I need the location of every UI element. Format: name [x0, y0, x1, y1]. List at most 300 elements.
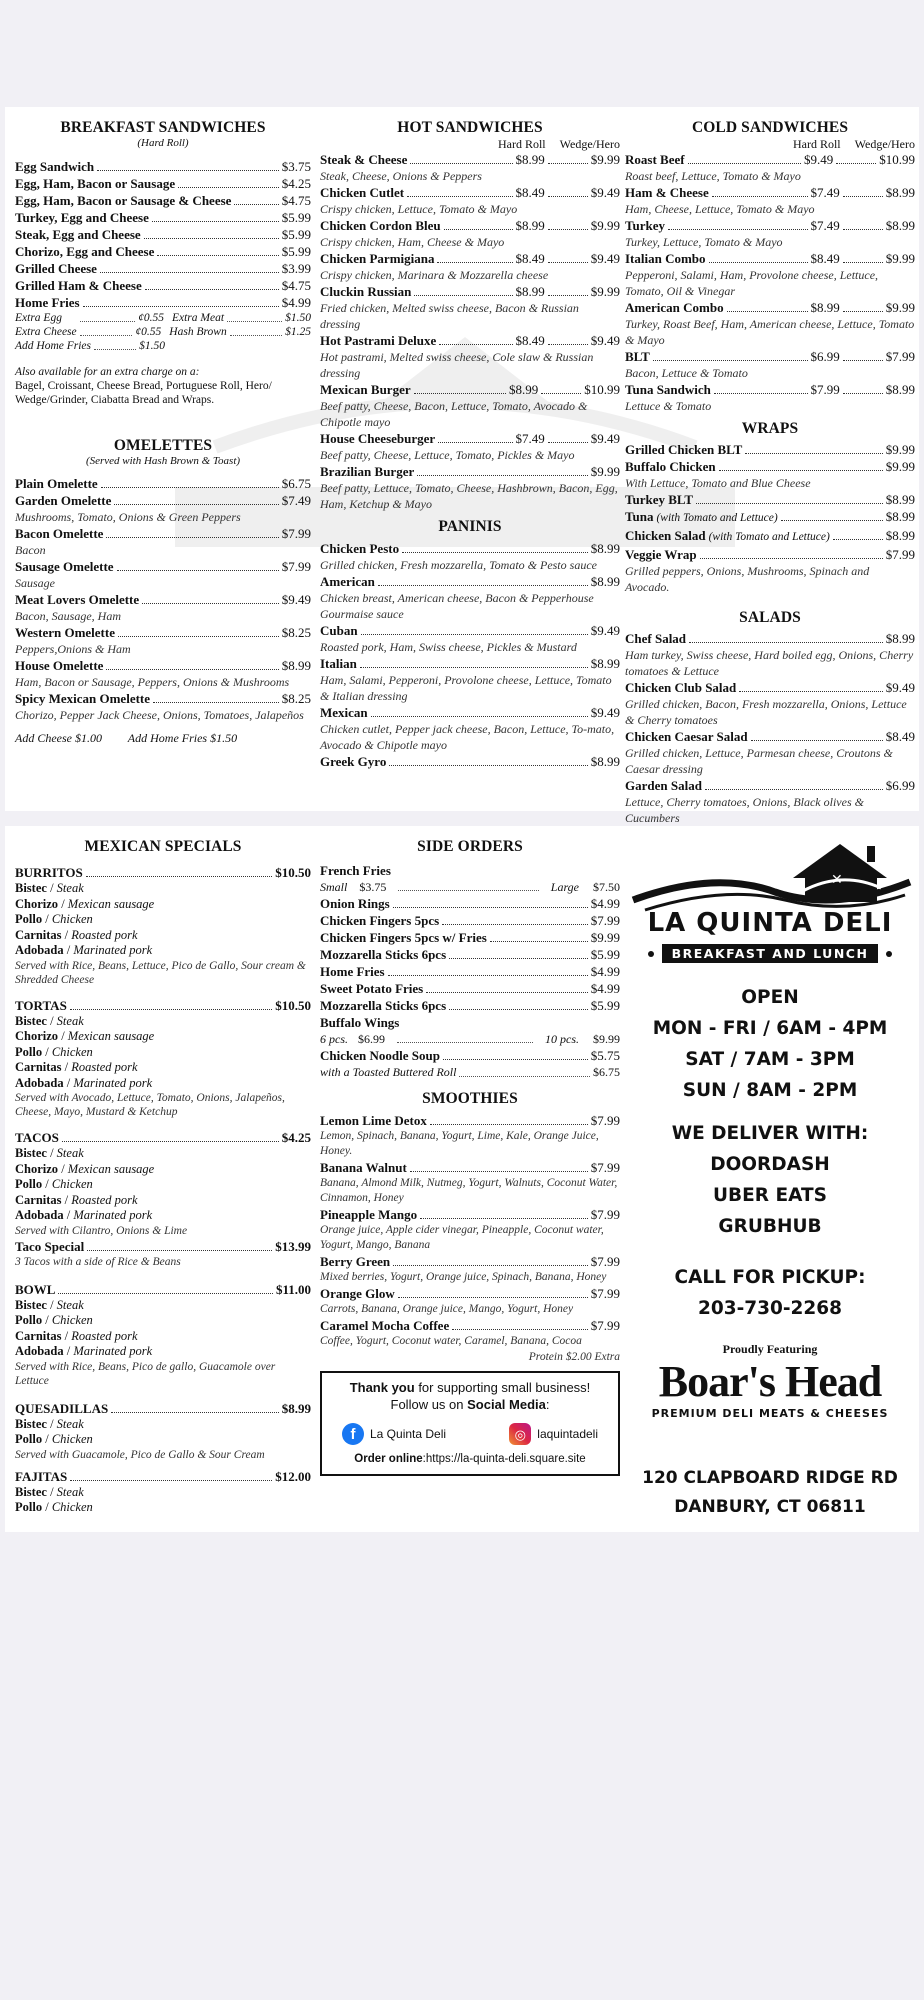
filling-name: Bistec — [15, 1416, 47, 1431]
filling-desc: Roasted pork — [71, 1060, 138, 1074]
smoothies-title: SMOOTHIES — [422, 1090, 518, 1107]
menu-item — [320, 929, 620, 946]
hours-line: SAT / 7AM - 3PM — [685, 1049, 855, 1070]
column-brand-info — [625, 826, 915, 1522]
leader-dots — [87, 1250, 272, 1251]
filling-option — [15, 1014, 311, 1030]
item-price: $7.49 — [281, 493, 311, 508]
cold-price-header — [625, 137, 915, 151]
filling-desc: Chicken — [51, 1177, 93, 1191]
extra-price: ¢0.55 — [138, 312, 164, 324]
leader-dots — [70, 1480, 272, 1481]
facebook-handle: La Quinta Deli — [370, 1426, 447, 1441]
menu-item — [625, 151, 915, 168]
filling-option — [15, 1500, 311, 1516]
menu-item — [625, 728, 915, 745]
item-price: $8.99 — [590, 574, 620, 589]
leader-dots — [548, 262, 588, 263]
leader-dots — [700, 558, 883, 559]
item-name: BURRITOS — [15, 865, 83, 880]
menu-item — [625, 777, 915, 794]
item-name: Turkey, Egg and Cheese — [15, 210, 149, 225]
item-price-wedge: $9.99 — [590, 218, 620, 233]
item-price-wedge: $9.49 — [590, 185, 620, 200]
breakfast-subtitle: (Hard Roll) — [137, 137, 189, 149]
item-price: $7.99 — [281, 526, 311, 541]
item-name: Plain Omelette — [15, 476, 98, 491]
menu-item — [15, 492, 311, 509]
item-name: Onion Rings — [320, 896, 390, 911]
leader-dots — [414, 393, 506, 394]
social-links — [342, 1423, 598, 1445]
boars-head-tagline: PREMIUM DELI MEATS & CHEESES — [651, 1407, 889, 1420]
item-price: $9.99 — [885, 442, 915, 457]
leader-dots — [452, 1329, 588, 1330]
menu-item — [15, 260, 311, 277]
item-price: $3.99 — [281, 261, 311, 276]
leader-dots — [727, 311, 808, 312]
separator: / — [46, 1416, 57, 1431]
item-price: $8.99 — [281, 1400, 311, 1416]
item-price-hard-roll: $7.99 — [810, 382, 840, 397]
item-name: Steak & Cheese — [320, 152, 408, 167]
item-desc: Sausage — [15, 576, 55, 590]
french-fries — [320, 862, 620, 879]
item-name: Pineapple Mango — [320, 1207, 418, 1222]
also-available: Also available for an extra charge on a: — [15, 366, 200, 378]
mexican-list — [15, 864, 311, 1516]
filling-name: Pollo — [15, 912, 43, 926]
filling-name: Bistec — [15, 1484, 47, 1499]
item-name: Brazilian Burger — [320, 464, 415, 479]
filling-option — [15, 1162, 311, 1178]
leader-dots — [70, 1009, 272, 1010]
order-url: :https://la-quinta-deli.square.site — [422, 1453, 586, 1465]
menu-item — [320, 1112, 620, 1129]
menu-item — [15, 690, 311, 707]
item-price: $4.25 — [281, 176, 311, 191]
wings-6: 6 pcs. — [320, 1032, 348, 1046]
item-name: Tuna — [625, 509, 654, 524]
filling-option — [15, 897, 311, 913]
item-desc: Orange juice, Apple cider vinegar, Pineapple, Coconut water, Yogurt, Mango, Banana — [320, 1224, 604, 1251]
item-name: Turkey — [625, 218, 665, 233]
leader-dots — [388, 975, 588, 976]
item-price: $3.75 — [281, 159, 311, 174]
item-price: $4.75 — [281, 193, 311, 208]
item-price: $6.75 — [281, 476, 311, 491]
item-desc: Ham, Salami, Pepperoni, Provolone cheese, Lettuce, Tomato & Italian dressing — [320, 673, 612, 703]
filling-desc: Chicken — [51, 912, 93, 926]
buffalo-wings — [320, 1014, 620, 1031]
soup-name: Chicken Noodle Soup — [320, 1048, 440, 1063]
item-name: Cluckin Russian — [320, 284, 412, 299]
filling-desc: Steak — [56, 1416, 84, 1431]
item-name: Garden Omelette — [15, 493, 112, 508]
leader-dots — [393, 1265, 588, 1266]
filling-name: Chorizo — [15, 1161, 59, 1176]
item-price: $5.99 — [590, 998, 620, 1013]
column-cold-wraps-salads — [625, 107, 915, 826]
item-desc: Lettuce, Cherry tomatoes, Onions, Black olives & Cucumbers — [625, 795, 864, 825]
item-note: (with Tomato and Lettuce) — [708, 531, 830, 543]
leader-dots — [178, 187, 279, 188]
menu-item — [625, 217, 915, 234]
extra-name: Extra Cheese — [15, 326, 77, 338]
menu-item — [320, 332, 620, 349]
cold-col-wedge: Wedge/Hero — [854, 137, 915, 151]
filling-option — [15, 928, 311, 944]
item-price: $9.99 — [590, 464, 620, 479]
column-hot-paninis — [320, 107, 620, 770]
item-desc: Turkey, Lettuce, Tomato & Mayo — [625, 235, 783, 249]
menu-item — [15, 226, 311, 243]
leader-dots — [111, 1412, 279, 1413]
fries-small-price: $3.75 — [359, 880, 387, 894]
item-name: Italian Combo — [625, 251, 706, 266]
separator: / — [46, 881, 57, 895]
leader-dots — [439, 344, 512, 345]
item-desc: Served with Avocado, Lettuce, Tomato, Onions, Jalapeños, Cheese, Mayo, Mustard & Ketchup — [15, 1092, 285, 1118]
filling-desc: Mexican sausage — [67, 1029, 155, 1043]
filling-desc: Steak — [56, 1146, 84, 1160]
extra-name: Extra Egg — [15, 312, 62, 324]
filling-desc: Roasted pork — [71, 1192, 138, 1207]
leader-dots — [389, 765, 587, 766]
filling-desc: Chicken — [51, 1432, 93, 1446]
breakfast-list — [15, 158, 311, 311]
leader-dots — [442, 924, 588, 925]
item-note: (with Tomato and Lettuce) — [656, 512, 778, 524]
leader-dots — [709, 262, 808, 263]
item-desc: Served with Rice, Beans, Pico de gallo, Guacamole over Lettuce — [15, 1360, 276, 1387]
menu-item — [625, 441, 915, 458]
leader-dots — [444, 229, 513, 230]
item-name: Tuna Sandwich — [625, 382, 711, 397]
menu-item — [320, 895, 620, 912]
leader-dots — [668, 229, 808, 230]
item-price-hard-roll: $8.49 — [515, 251, 545, 266]
separator: / — [61, 1192, 72, 1207]
item-desc: Mushrooms, Tomato, Onions & Green Peppers — [15, 510, 241, 524]
separator: / — [63, 1208, 74, 1222]
item-price: $8.99 — [281, 658, 311, 673]
item-desc: Lemon, Spinach, Banana, Yogurt, Lime, Kale, Orange Juice, Honey. — [320, 1130, 599, 1157]
item-price: $7.99 — [590, 1113, 620, 1128]
item-name: Caramel Mocha Coffee — [320, 1318, 450, 1333]
separator: / — [61, 927, 72, 942]
leader-dots — [833, 539, 883, 540]
item-desc: Banana, Almond Milk, Nutmeg, Yogurt, Walnuts, Coconut Water, Cinnamon, Honey — [320, 1177, 618, 1204]
item-price: $4.99 — [590, 964, 620, 979]
menu-item — [320, 622, 620, 639]
filling-name: Bistec — [15, 881, 47, 895]
filling-option — [15, 1432, 311, 1448]
item-price-wedge: $8.99 — [885, 185, 915, 200]
filling-name: Chorizo — [15, 1029, 59, 1043]
filling-name: Pollo — [15, 1177, 43, 1191]
item-price: $9.49 — [590, 705, 620, 720]
smoothie-list — [320, 1112, 620, 1349]
item-price: $12.00 — [275, 1468, 311, 1484]
filling-desc: Marinated pork — [73, 1344, 153, 1358]
item-price: $9.99 — [885, 459, 915, 474]
separator: / — [61, 1328, 72, 1343]
extra-name: Extra Meat — [171, 312, 225, 324]
leader-dots — [449, 958, 588, 959]
item-desc: Coffee, Yogurt, Coconut water, Caramel, Banana, Cocoa — [320, 1335, 582, 1347]
fries-sizes — [320, 879, 620, 895]
leader-dots — [653, 360, 808, 361]
filling-option — [15, 1076, 311, 1092]
item-desc: With Lettuce, Tomato and Blue Cheese — [625, 476, 811, 490]
menu-item — [625, 679, 915, 696]
item-name: FAJITAS — [15, 1468, 68, 1484]
menu-item — [320, 997, 620, 1014]
filling-name: Carnitas — [15, 1192, 62, 1207]
item-name: Orange Glow — [320, 1286, 395, 1301]
extra-home-fries — [15, 339, 165, 353]
menu-item — [625, 381, 915, 398]
item-desc: Bacon, Lettuce & Tomato — [625, 366, 748, 380]
fries-name: French Fries — [320, 863, 391, 878]
menu-item — [15, 1238, 311, 1255]
filling-name: Adobada — [15, 1075, 64, 1090]
leader-dots — [714, 393, 808, 394]
item-price: $5.99 — [281, 210, 311, 225]
menu-item — [15, 1400, 311, 1417]
item-desc: Bacon, Sausage, Ham — [15, 609, 121, 623]
separator: / — [58, 1029, 68, 1043]
soup-with-price: $6.75 — [593, 1065, 620, 1079]
menu-item — [320, 1047, 620, 1064]
menu-item — [320, 184, 620, 201]
leader-dots — [548, 442, 588, 443]
fries-small: Small — [320, 880, 348, 894]
leader-dots — [106, 669, 278, 670]
item-price: $8.99 — [885, 509, 915, 524]
delivery-service: DOORDASH — [710, 1154, 830, 1175]
leader-dots — [843, 196, 883, 197]
item-name: Taco Special — [15, 1238, 85, 1254]
menu-item — [15, 175, 311, 192]
separator: / — [63, 1344, 74, 1358]
separator: / — [42, 1044, 52, 1059]
leader-dots — [438, 442, 512, 443]
item-name: Chorizo, Egg and Cheese — [15, 244, 155, 259]
instagram-link[interactable] — [509, 1423, 598, 1445]
filling-option — [15, 1060, 311, 1076]
item-price: $8.99 — [885, 528, 915, 543]
item-name: Mexican Burger — [320, 382, 411, 397]
separator: / — [42, 912, 52, 926]
menu-item — [15, 657, 311, 674]
item-price: $10.50 — [275, 865, 311, 880]
leader-dots — [402, 552, 588, 553]
item-price: $7.99 — [590, 1207, 620, 1222]
menu-item — [320, 463, 620, 480]
order-online[interactable] — [332, 1451, 608, 1468]
menu-item — [320, 381, 620, 398]
follow-end: : — [545, 1397, 550, 1412]
item-price: $7.99 — [885, 547, 915, 562]
item-name: House Omelette — [15, 658, 104, 673]
thank-rest: for supporting small business! — [414, 1380, 591, 1395]
cold-title: COLD SANDWICHES — [691, 119, 849, 136]
item-name: Chicken Pesto — [320, 541, 400, 556]
filling-name: Bistec — [15, 1013, 47, 1028]
separator: / — [58, 896, 68, 911]
item-name: Chicken Cordon Bleu — [320, 218, 441, 233]
item-name: Veggie Wrap — [625, 547, 697, 562]
item-price: $8.25 — [281, 691, 311, 706]
menu-item — [625, 546, 915, 563]
item-price: $8.99 — [590, 541, 620, 556]
filling-option — [15, 1313, 311, 1329]
leader-dots — [106, 537, 278, 538]
leader-dots — [712, 196, 808, 197]
item-price-wedge: $9.99 — [885, 251, 915, 266]
leader-dots — [153, 702, 279, 703]
fries-large-price: $7.50 — [593, 880, 620, 894]
item-name: BOWL — [15, 1281, 56, 1297]
menu-item — [320, 704, 620, 721]
filling-name: Pollo — [15, 1500, 43, 1514]
item-desc: Roast beef, Lettuce, Tomato & Mayo — [625, 169, 801, 183]
filling-name: Pollo — [15, 1313, 43, 1327]
fries-large: Large — [550, 880, 579, 894]
item-desc: Beef patty, Cheese, Bacon, Lettuce, Tomato, Avocado & Chipotle mayo — [320, 399, 588, 429]
filling-option — [15, 1329, 311, 1345]
item-desc: Ham, Bacon or Sausage, Peppers, Onions & Mushrooms — [15, 675, 290, 689]
item-name: Chef Salad — [625, 631, 687, 646]
item-price-hard-roll: $8.99 — [509, 382, 539, 397]
cold-col-hard-roll: Hard Roll — [792, 137, 841, 151]
item-name: Meat Lovers Omelette — [15, 592, 140, 607]
filling-name: Bistec — [15, 1297, 47, 1312]
leader-dots — [101, 487, 279, 488]
wings-10-price: $9.99 — [593, 1032, 620, 1046]
call-label: CALL FOR PICKUP: — [674, 1267, 866, 1288]
separator: / — [46, 1146, 57, 1160]
item-name: Greek Gyro — [320, 754, 387, 769]
menu-item — [625, 527, 915, 546]
item-name: Chicken Caesar Salad — [625, 729, 748, 744]
leader-dots — [490, 941, 588, 942]
item-name: Chicken Fingers 5pcs w/ Fries — [320, 930, 487, 945]
leader-dots — [843, 393, 883, 394]
facebook-icon: f — [342, 1423, 364, 1445]
filling-name: Carnitas — [15, 1060, 62, 1074]
item-price-wedge: $9.99 — [590, 152, 620, 167]
filling-name: Pollo — [15, 1432, 43, 1446]
item-price: $8.25 — [281, 625, 311, 640]
leader-dots — [430, 1124, 588, 1125]
item-name: Bacon Omelette — [15, 526, 104, 541]
item-price: $4.99 — [590, 981, 620, 996]
leader-dots — [548, 196, 588, 197]
hours-line: SUN / 8AM - 2PM — [682, 1080, 858, 1101]
item-price: $7.99 — [281, 559, 311, 574]
menu-item — [320, 1159, 620, 1176]
item-price-hard-roll: $8.99 — [515, 152, 545, 167]
item-name: American — [320, 574, 375, 589]
leader-dots — [548, 163, 588, 164]
boars-head-logo: Boar's Head — [658, 1357, 882, 1406]
item-desc: Crispy chicken, Ham, Cheese & Mayo — [320, 235, 505, 249]
leader-dots — [117, 570, 279, 571]
filling-desc: Mexican sausage — [67, 896, 155, 911]
omelette-list — [15, 475, 311, 723]
add-cheese: Add Cheese $1.00 — [15, 731, 102, 745]
item-desc: Pepperoni, Salami, Ham, Provolone cheese, Lettuce, Tomato, Oil & Vinegar — [625, 268, 879, 298]
item-price: $7.99 — [590, 1160, 620, 1175]
item-price-hard-roll: $9.49 — [804, 152, 834, 167]
menu-item — [320, 1253, 620, 1270]
wrap-list — [625, 441, 915, 595]
filling-option — [15, 943, 311, 959]
item-name: Italian — [320, 656, 357, 671]
filling-desc: Marinated pork — [73, 1075, 153, 1090]
filling-name: Adobada — [15, 1344, 64, 1358]
filling-option — [15, 881, 311, 897]
item-name: Sausage Omelette — [15, 559, 114, 574]
hot-list — [320, 151, 620, 463]
menu-item — [625, 299, 915, 316]
breakfast-title: BREAKFAST SANDWICHES — [60, 119, 266, 136]
menu-item — [320, 283, 620, 300]
facebook-link[interactable] — [342, 1423, 446, 1445]
menu-item — [625, 184, 915, 201]
omelette-addons — [15, 731, 311, 745]
item-price-wedge: $9.99 — [885, 300, 915, 315]
item-price: $8.49 — [885, 729, 915, 744]
separator: / — [42, 1500, 52, 1514]
menu-item — [320, 655, 620, 672]
leader-dots — [118, 636, 279, 637]
item-name: Garden Salad — [625, 778, 702, 793]
leader-dots — [745, 453, 882, 454]
filling-desc: Chicken — [51, 1500, 93, 1514]
item-desc: Beef patty, Cheese, Lettuce, Tomato, Pickles & Mayo — [320, 448, 575, 462]
filling-desc: Roasted pork — [71, 1328, 138, 1343]
item-desc: Crispy chicken, Marinara & Mozzarella cheese — [320, 268, 549, 282]
item-name: Buffalo Chicken — [625, 459, 716, 474]
item-name: Chicken Parmigiana — [320, 251, 435, 266]
item-name: Lemon Lime Detox — [320, 1113, 427, 1128]
leader-dots — [410, 163, 512, 164]
item-name: QUESADILLAS — [15, 1400, 109, 1416]
item-desc: Grilled peppers, Onions, Mushrooms, Spinach and Avocado. — [625, 564, 870, 594]
item-name: Mozzarella Sticks 6pcs — [320, 998, 447, 1013]
menu-item — [15, 1468, 311, 1485]
phone-number[interactable]: 203-730-2268 — [697, 1298, 843, 1319]
menu-item — [15, 1129, 311, 1146]
follow-line — [332, 1396, 608, 1413]
menu-item — [15, 158, 311, 175]
item-price: $5.99 — [590, 947, 620, 962]
item-price-wedge: $10.99 — [584, 382, 620, 397]
extra-row — [15, 325, 311, 339]
salads-title: SALADS — [739, 609, 801, 626]
extra-row — [15, 311, 311, 325]
leader-dots — [361, 634, 588, 635]
item-price: $11.00 — [275, 1281, 311, 1297]
item-name: Hot Pastrami Deluxe — [320, 333, 437, 348]
deliver-label: WE DELIVER WITH: — [671, 1123, 869, 1144]
leader-dots — [142, 603, 279, 604]
protein-extra: Protein $2.00 Extra — [528, 1351, 620, 1363]
